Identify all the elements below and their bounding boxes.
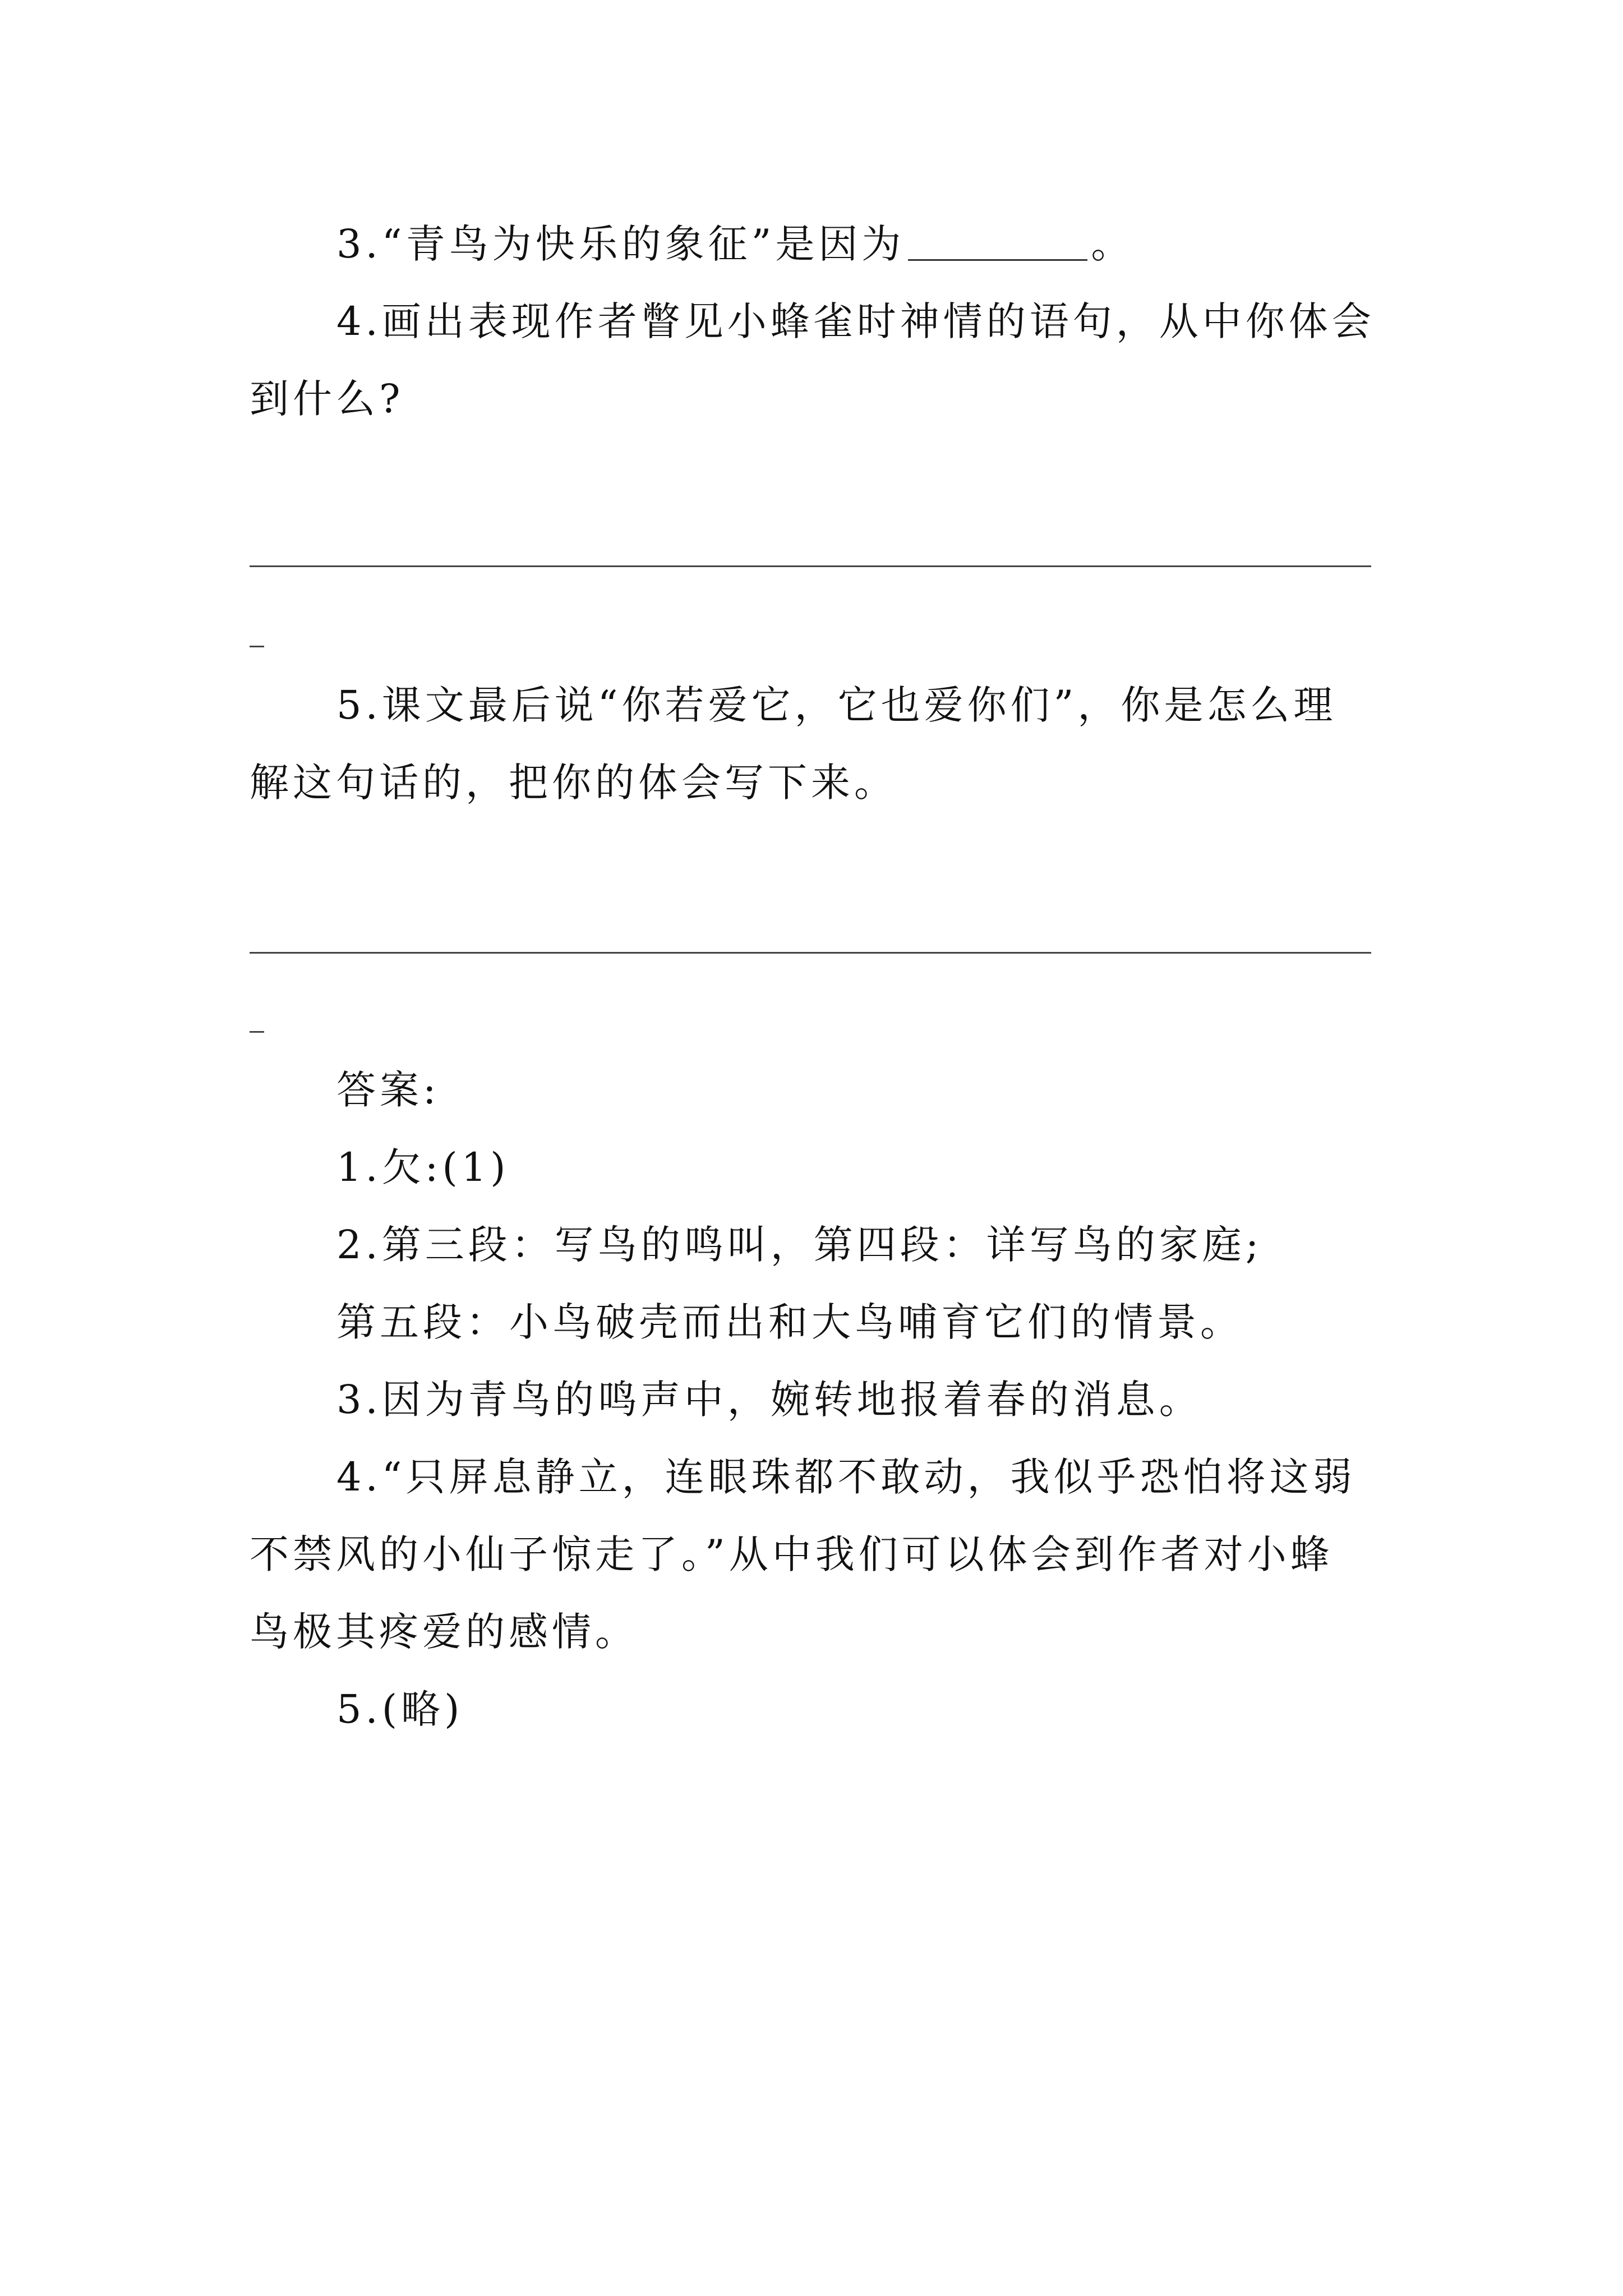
answer-line-end	[250, 646, 264, 647]
question-3-text: 3.“青鸟为快乐的象征”是因为	[336, 221, 905, 267]
answer-4-line-2: 不禁风的小仙子惊走了。”从中我们可以体会到作者对小蜂	[250, 1531, 1334, 1577]
answer-4-line-1: 4.“只屏息静立，连眼珠都不敢动，我似乎恐怕将这弱	[336, 1454, 1356, 1500]
answer-2-line-2: 第五段：小鸟破壳而出和大鸟哺育它们的情景。	[336, 1299, 1243, 1345]
question-3	[336, 216, 1486, 272]
question-5-line-1: 5.课文最后说“你若爱它，它也爱你们”，你是怎么理	[336, 682, 1337, 728]
answer-line[interactable]	[250, 952, 1371, 954]
question-3-end: 。	[1091, 221, 1135, 267]
answer-blank[interactable]	[908, 220, 1087, 261]
question-4-line-2: 到什么?	[250, 376, 404, 422]
answer-line[interactable]	[250, 565, 1371, 567]
answer-line-end	[250, 1031, 264, 1033]
answer-4-line-3: 鸟极其疼爱的感情。	[250, 1609, 638, 1655]
answer-2-line-1: 2.第三段：写鸟的鸣叫，第四段：详写鸟的家庭;	[336, 1222, 1263, 1268]
answer-5: 5.(略)	[336, 1686, 464, 1732]
answer-3: 3.因为青鸟的鸣声中，婉转地报着春的消息。	[336, 1377, 1202, 1423]
question-5-line-2: 解这句话的，把你的体会写下来。	[250, 760, 897, 806]
answer-1: 1.欠:(1)	[336, 1144, 510, 1190]
answers-heading: 答案:	[336, 1067, 440, 1113]
question-4-line-1: 4.画出表现作者瞥见小蜂雀时神情的语句，从中你体会	[336, 298, 1375, 344]
